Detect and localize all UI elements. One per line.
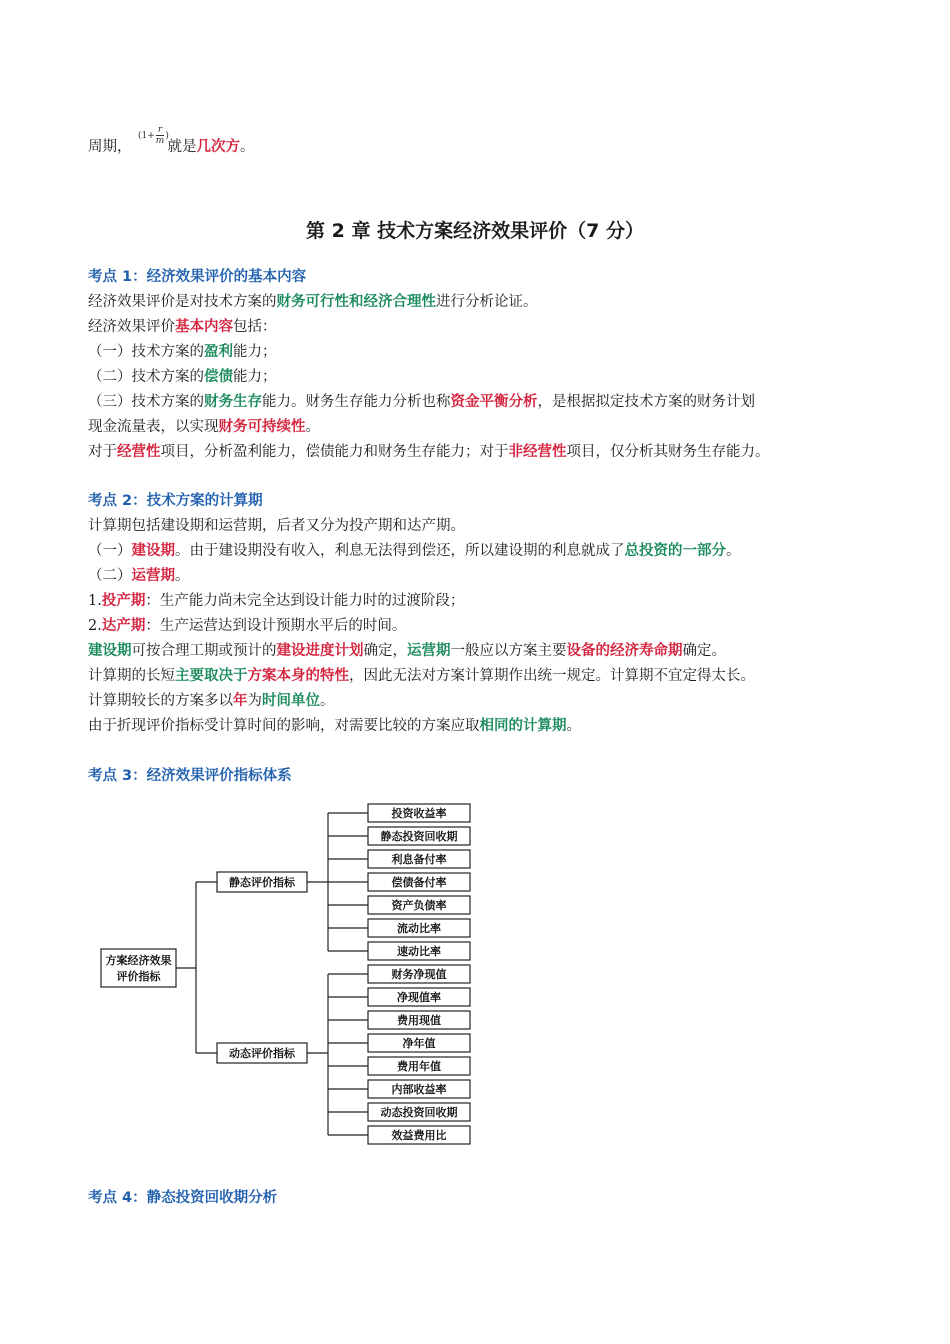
kp3-heading: 考点 3：经济效果评价指标体系 [88, 768, 292, 784]
kp1-line5: （三）技术方案的财务生存能力。财务生存能力分析也称资金平衡分析，是根据拟定技术方案的财务计划 [88, 393, 755, 410]
kp2-line6: 建设期可按合理工期或预计的建设进度计划确定，运营期一般应以方案主要设备的经济寿命期确定。 [88, 642, 726, 659]
kp2-line7: 计算期的长短主要取决于方案本身的特性，因此无法对方案计算期作出统一规定。计算期不宜定得太长。 [88, 667, 755, 684]
dynamic-indicator-label: 净现值率 [397, 991, 441, 1004]
dynamic-label: 动态评价指标 [229, 1047, 295, 1060]
kp1-line1: 经济效果评价是对技术方案的财务可行性和经济合理性进行分析论证。 [88, 293, 538, 310]
kp2-line4: 1.投产期：生产能力尚未完全达到设计能力时的过渡阶段； [88, 592, 465, 609]
kp1-line4: （二）技术方案的偿债能力； [88, 368, 277, 385]
chapter-title: 第 2 章 技术方案经济效果评价（7 分） [306, 220, 644, 242]
kp1-line7: 对于经营性项目，分析盈利能力，偿债能力和财务生存能力；对于非经营性项目，仅分析其财务生存能力。 [88, 443, 770, 460]
static-indicator-label: 静态投资回收期 [380, 830, 458, 843]
formula-fraction: (1+ $\frac{r}{m}$ ) [138, 125, 169, 146]
kp1-line6: 现金流量表，以实现财务可持续性。 [88, 418, 320, 435]
dynamic-indicator-label: 动态投资回收期 [380, 1106, 458, 1119]
kp1-heading: 考点 1：经济效果评价的基本内容 [88, 269, 307, 285]
kp4-heading: 考点 4：静态投资回收期分析 [88, 1190, 278, 1206]
static-indicator-label: 速动比率 [397, 945, 441, 958]
kp2-line8: 计算期较长的方案多以年为时间单位。 [88, 692, 335, 709]
dynamic-indicator-label: 费用年值 [397, 1060, 441, 1073]
kp2-line1: 计算期包括建设期和运营期，后者又分为投产期和达产期。 [88, 518, 465, 534]
static-indicator-label: 利息备付率 [391, 853, 447, 866]
dynamic-indicator-label: 财务净现值 [391, 968, 447, 981]
kp2-line9: 由于折现评价指标受计算时间的影响，对需要比较的方案应取相同的计算期。 [88, 717, 581, 734]
root-label-1: 方案经济效果 [105, 954, 172, 967]
kp2-line5: 2.达产期：生产运营达到设计预期水平后的时间。 [88, 617, 407, 634]
dynamic-indicator-label: 费用现值 [397, 1014, 441, 1027]
dynamic-indicator-label: 内部收益率 [391, 1083, 447, 1096]
root-label-2: 评价指标 [116, 970, 161, 983]
static-indicator-label: 偿债备付率 [391, 876, 447, 889]
static-leaves [328, 804, 470, 960]
static-label: 静态评价指标 [229, 876, 295, 889]
dynamic-indicator-label: 效益费用比 [391, 1129, 447, 1142]
kp2-heading: 考点 2：技术方案的计算期 [88, 493, 263, 509]
static-indicator-label: 投资收益率 [391, 807, 447, 820]
static-indicator-label: 流动比率 [397, 922, 441, 935]
dynamic-leaves [328, 965, 470, 1144]
kp2-line2: （一）建设期。由于建设期没有收入，利息无法得到偿还，所以建设期的利息就成了总投资的一部分。 [88, 542, 741, 559]
top-line: 周期， 就是几次方。 [88, 138, 255, 155]
dynamic-indicator-label: 净年值 [402, 1037, 436, 1050]
kp2-line3: （二）运营期。 [88, 567, 190, 584]
static-indicator-label: 资产负债率 [391, 899, 447, 912]
kp1-line2: 经济效果评价基本内容包括： [88, 318, 277, 335]
kp1-line3: （一）技术方案的盈利能力； [88, 343, 277, 360]
